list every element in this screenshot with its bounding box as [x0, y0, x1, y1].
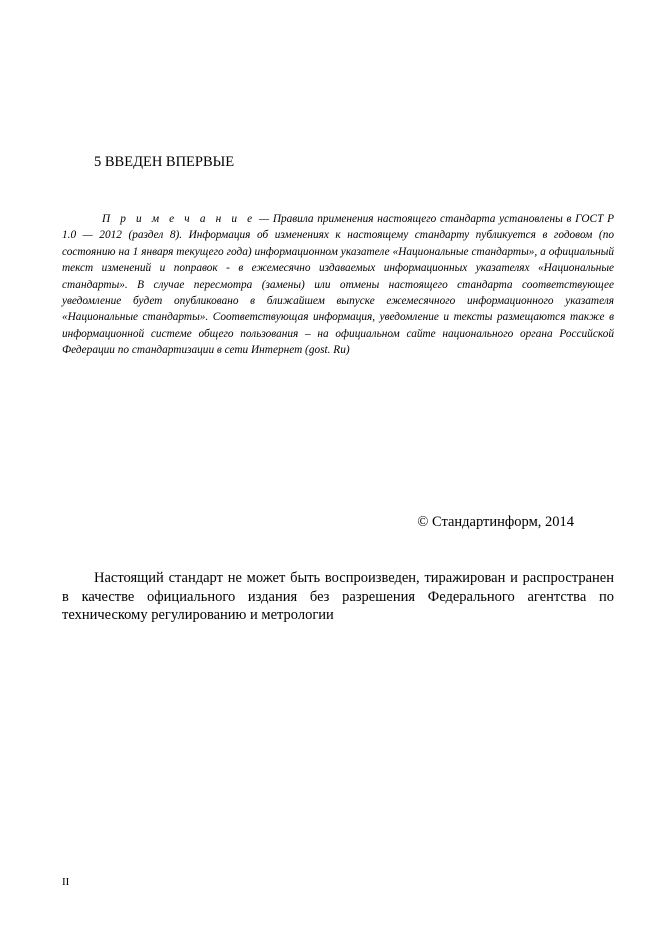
- page-number: II: [62, 876, 70, 888]
- note-separator: —: [255, 213, 273, 225]
- note-label: П р и м е ч а н и е: [102, 213, 256, 225]
- copyright-notice: © Стандартинформ, 2014: [417, 514, 574, 530]
- note-text: Правила применения настоящего стандарта установлены в ГОСТ Р 1.0 — 2012 (раздел 8). Информация об изменениях к настоящему стандарту публикуется в годовом (по состоянию на 1 января текущего года) информационном указателе «Национальные стандарты», а официальный текст изменений и поправок - в ежемесячно издаваемых информационных указателях «Национальные стандарты». В случае пересмотра (замены) или отмены настоящего стандарта соответствующее уведомление будет опубликовано в ближайшем выпуске ежемесячного информационного указателя «Национальные стандарты». Соответствующая информация, уведомление и тексты размещаются также в информационной системе общего пользования – на официальном сайте национального органа Российской Федерации по стандартизации в сети Интернет (gost. Ru): [62, 213, 614, 357]
- section-heading: 5 ВВЕДЕН ВПЕРВЫЕ: [94, 154, 235, 170]
- reproduction-disclaimer: Настоящий стандарт не может быть воспроизведен, тиражирован и распространен в качестве официального издания без разрешения Федерального агентства по техническому регулированию и метрологии: [62, 570, 614, 623]
- note-paragraph: [62, 211, 614, 359]
